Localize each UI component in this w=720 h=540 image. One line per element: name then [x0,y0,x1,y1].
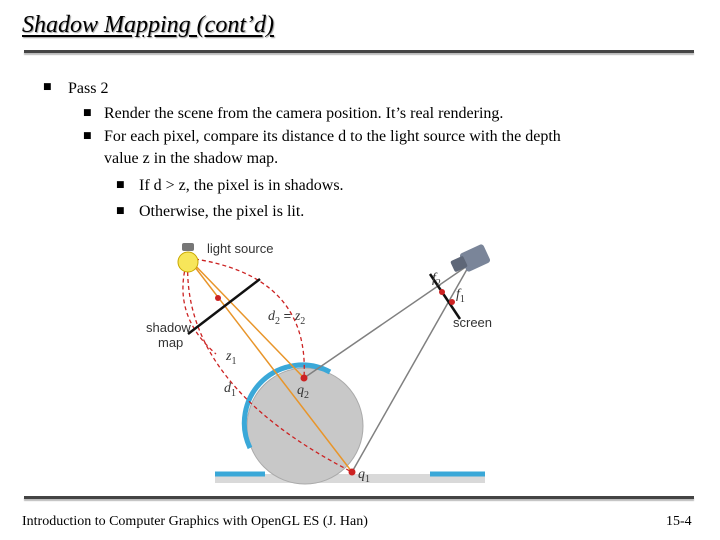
camera-icon [450,243,491,272]
camera-ray-to-q2 [304,264,470,378]
screen-pixel-f2 [439,289,445,295]
bullet-render-scene: Render the scene from the camera position. It’s real rendering. [104,105,504,122]
sphere [247,368,363,484]
screen-pixel-f1 [449,299,455,305]
equation-d2-equals-z2: $d_2$ = $z_2$ [268,308,306,327]
label-d1: $d_1$ [224,381,236,399]
bullet-square-icon: ■ [116,180,125,190]
light-bulb-icon [178,243,198,272]
bullet-if-shadow: If d > z, the pixel is in shadows. [139,177,344,194]
bullet-square-icon: ■ [83,108,92,118]
footer-divider [24,496,694,499]
bullet-otherwise-lit: Otherwise, the pixel is lit. [139,203,305,220]
point-q2 [301,375,308,382]
bullet-compare-line2: value z in the shadow map. [104,150,279,167]
label-z1: $z_1$ [226,349,237,367]
title-divider [24,50,694,53]
bullet-square-icon: ■ [116,206,125,216]
label-f1: $f_1$ [456,287,465,305]
bullet-compare-line1: For each pixel, compare its distance d to the light source with the depth [104,128,561,145]
bullet-level1-pass2: Pass 2 [68,80,109,97]
camera-ray-to-q1 [352,264,470,472]
light-source-label: light source [207,241,274,256]
label-q2: $q_2$ [297,383,309,401]
footer-page-number: 15-4 [666,514,692,529]
shadow-map-label-line1: shadow [146,320,191,335]
footer-course-title: Introduction to Computer Graphics with OpenGL ES (J. Han) [22,514,368,529]
label-f2: $f_2$ [432,271,441,289]
screen-label: screen [453,315,493,330]
shadow-map-sample-point [215,295,221,301]
shadow-map-label-line2: map [158,335,184,350]
slide-title: Shadow Mapping (cont’d) [22,12,274,38]
bullet-square-icon: ■ [83,131,92,141]
point-q1 [349,469,356,476]
bullet-square-icon: ■ [43,82,52,92]
shadow-map-plane [188,279,260,334]
shadow-mapping-diagram [140,234,510,492]
label-q1: $q_1$ [358,467,370,485]
